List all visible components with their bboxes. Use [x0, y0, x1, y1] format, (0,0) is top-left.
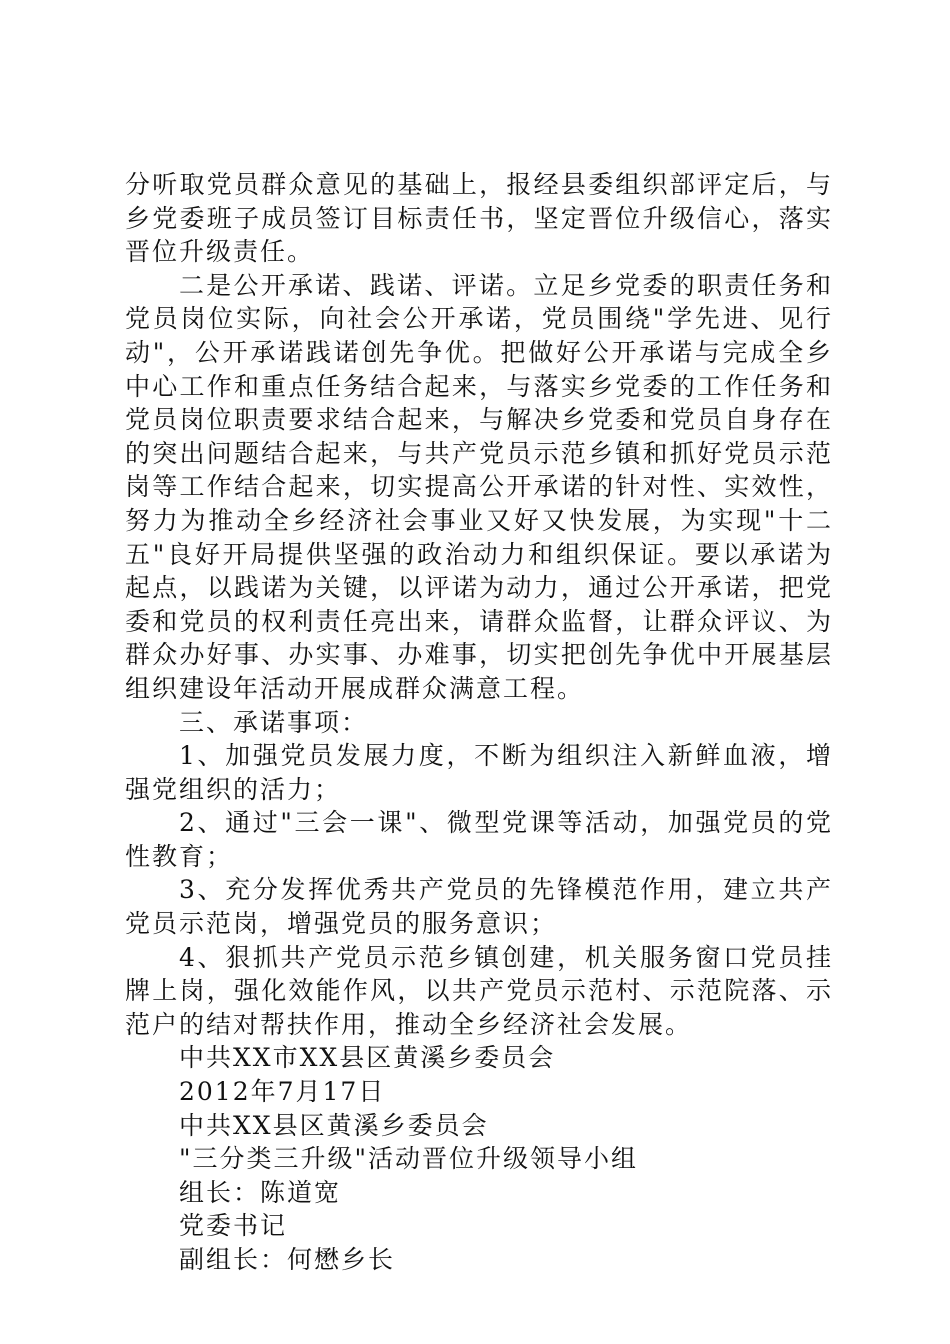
- group-title: "三分类三升级"活动晋位升级领导小组: [179, 1144, 638, 1174]
- group-deputy-leader: 副组长：何懋乡长: [179, 1245, 396, 1274]
- group-organization: 中共XX县区黄溪乡委员会: [179, 1110, 489, 1140]
- signature-date: 2012年7月17日: [179, 1077, 386, 1107]
- commitment-item-4: 4、狠抓共产党员示范乡镇创建，机关服务窗口党员挂牌上岗，强化效能作风，以共产党员示范村、示范院落、示范户的结对帮扶作用，推动全乡经济社会发展。: [125, 942, 833, 1039]
- group-leader: 组长：陈道宽: [179, 1177, 342, 1207]
- document-body: [125, 168, 833, 1277]
- signature-organization: 中共XX市XX县区黄溪乡委员会: [179, 1043, 556, 1073]
- commitment-item-2: 2、通过"三会一课"、微型党课等活动，加强党员的党性教育；: [125, 808, 833, 871]
- group-leader-role: 党委书记: [179, 1211, 288, 1241]
- paragraph-public-commitment: 二是公开承诺、践诺、评诺。立足乡党委的职责任务和党员岗位实际，向社会公开承诺，党员围绕"学先进、见行动"，公开承诺践诺创先争优。把做好公开承诺与完成全乡中心工作和重点任务结合起来，与落实乡党委的工作任务和党员岗位职责要求结合起来，与解决乡党委和党员自身存在的突出问题结合起来，与共产党员示范乡镇和抓好党员示范岗等工作结合起来，切实提高公开承诺的针对性、实效性，努力为推动全乡经济社会事业又好又快发展，为实现"十二五"良好开局提供坚强的政治动力和组织保证。要以承诺为起点，以践诺为关键，以评诺为动力，通过公开承诺，把党委和党员的权利责任亮出来，请群众监督，让群众评议、为群众办好事、办实事、办难事，切实把创先争优中开展基层组织建设年活动开展成群众满意工程。: [125, 270, 833, 703]
- section-heading-commitments: 三、承诺事项：: [179, 707, 369, 737]
- commitment-item-1: 1、加强党员发展力度，不断为组织注入新鲜血液，增强党组织的活力；: [125, 741, 833, 804]
- paragraph-continuation: 分听取党员群众意见的基础上，报经县委组织部评定后，与乡党委班子成员签订目标责任书，坚定晋位升级信心，落实晋位升级责任。: [125, 170, 833, 267]
- commitment-item-3: 3、充分发挥优秀共产党员的先锋模范作用，建立共产党员示范岗，增强党员的服务意识；: [125, 875, 833, 939]
